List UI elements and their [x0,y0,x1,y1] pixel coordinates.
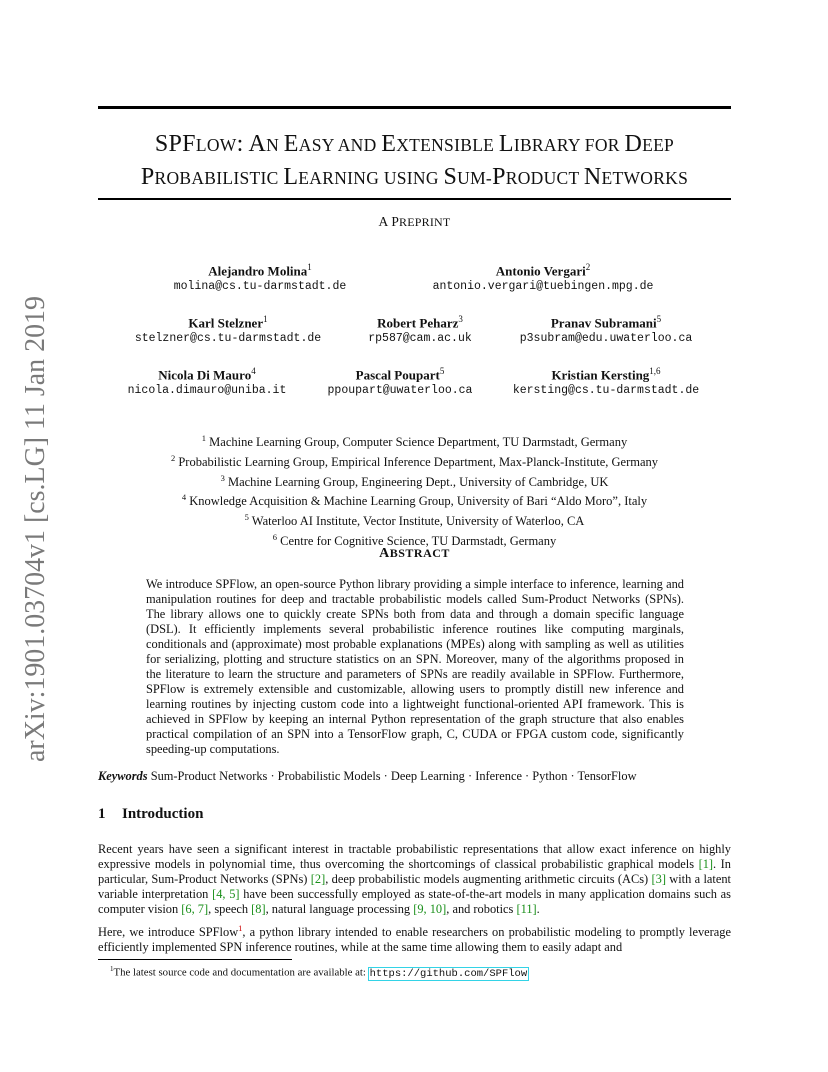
author-email[interactable]: molina@cs.tu-darmstadt.de [173,280,347,294]
abstract-heading: ABSTRACT [379,546,450,561]
author-name: Pascal Poupart$^5$ [355,366,445,383]
title-top-rule [98,106,731,109]
citation-link[interactable]: [6, 7] [181,902,209,916]
affiliation: $^3$ Machine Learning Group, Engineering Dept., University of Cambridge, UK [220,472,609,489]
affiliation: $^1$ Machine Learning Group, Computer Science Department, TU Darmstadt, Germany [201,433,628,450]
affiliation: $^5$ Waterloo AI Institute, Vector Institute, University of Waterloo, CA [244,512,585,529]
author-name: Nicola Di Mauro$^4$ [158,366,256,383]
footnote-marker-link[interactable]: 1 [238,923,243,933]
author-name: Robert Peharz$^3$ [377,314,463,331]
title-line-1: SPFLOW: AN EASY AND EXTENSIBLE LIBRARY FOR DEEP [154,131,675,157]
citation-link[interactable]: [3] [651,872,666,886]
section-title: Introduction [122,806,204,822]
author-email[interactable]: stelzner@cs.tu-darmstadt.de [134,332,322,346]
author-name: Antonio Vergari$^2$ [495,262,591,279]
footnote-url-link[interactable]: https://github.com/SPFlow [369,967,528,980]
author-block [130,259,390,295]
affiliation: $^6$ Centre for Cognitive Science, TU Darmstadt, Germany [272,531,557,548]
citation-link[interactable]: [11] [516,902,537,916]
section-number: 1 [98,806,106,822]
author-email[interactable]: ppoupart@uwaterloo.ca [327,384,473,398]
author-name: Kristian Kersting$^{1,6}$ [551,366,661,383]
title-line-2: PROBABILISTIC LEARNING USING SUM-PRODUCT NETWORKS [140,164,689,190]
citation-link[interactable]: [1] [698,857,714,871]
author-name: Karl Stelzner$^1$ [188,314,268,331]
section-heading [98,806,203,823]
intro-paragraph-1: Recent years have seen a significant interest in tractable probabilistic representations that allow exact inference on highly expressive models in polynomial time, thus overcoming the shortcomings of classical probabilistic graphical models [1]. In particular, Sum-Product Networks (SPNs) [2], deep probabilistic models augmenting arithmetic circuits (ACs) [3] with a latent variable interpretation [4, 5] have been successfully employed as state-of-the-art models in many application domains such as computer vision [6, 7], speech [8], natural language processing [9, 10], and robotics [11]. [98,842,732,916]
citation-link[interactable]: [2] [310,872,326,886]
abstract-body: We introduce SPFlow, an open-source Python library providing a simple interface to inference, learning and manipulation routines for deep and tractable probabilistic models called Sum-Product Networks (SPNs). The library allows one to quickly create SPNs both from data and through a domain specific language (DSL). It efficiently implements several probabilistic inference routines like computing marginals, conditionals and (approximate) most probable explanations (MPEs) along with sampling as well as utilities for serializing, plotting and structure statistics on an SPN. Moreover, many of the algorithms proposed in the literature to learn the structure and parameters of SPNs are readily available in SPFlow. Furthermore, SPFlow is extremely extensible and customizable, allowing users to promptly distill new inference and learning routines by injecting custom code into a lightweight functional-oriented API framework. This is achieved in SPFlow by keeping an internal Python representation of the graph structure that also enables practical compilation of an SPN into a TensorFlow graph, C, CUDA or FPGA custom code, significantly speeding-up computations. [146,577,684,756]
author-email[interactable]: kersting@cs.tu-darmstadt.de [512,384,700,398]
intro-paragraph-2: Here, we introduce SPFlow$^1$, a python library intended to enable researchers on probabilistic modeling to promptly leverage efficiently implemented SPN inference routines, while at the same time allowing them to easily adapt and [98,923,732,955]
affiliations [98,431,731,550]
author-name: Pranav Subramani$^5$ [550,314,662,331]
preprint-label: A PREPRINT [378,214,451,229]
citation-link[interactable]: [8] [251,902,266,916]
footnote: $^1$The latest source code and documentation are available at: https://github.com/SPFlow [110,965,528,980]
author-email[interactable]: p3subram@edu.uwaterloo.ca [519,332,693,346]
author-block [476,311,736,347]
affiliation: $^2$ Probabilistic Learning Group, Empirical Inference Department, Max-Planck-Institute, Germany [170,452,659,469]
author-email[interactable]: nicola.dimauro@uniba.it [127,384,287,398]
arxiv-stamp [4,292,64,762]
paper-title [98,128,731,194]
citation-link[interactable]: [4, 5] [212,887,240,901]
author-email[interactable]: rp587@cam.ac.uk [368,332,472,346]
author-email[interactable]: antonio.vergari@tuebingen.mpg.de [432,280,654,294]
author-block [476,363,736,399]
title-bottom-rule [98,198,731,200]
keywords-text: Sum-Product Networks · Probabilistic Models · Deep Learning · Inference · Python · TensorFlow [150,769,637,783]
author-name: Alejandro Molina$^1$ [208,262,312,279]
footnote-rule [98,959,292,960]
keywords [98,769,731,784]
author-block [413,259,673,295]
arxiv-stamp-text: arXiv:1901.03704v1 [cs.LG] 11 Jan 2019 [20,294,51,762]
citation-link[interactable]: [9, 10] [413,902,447,916]
keywords-label: Keywords [98,769,148,783]
affiliation: $^4$ Knowledge Acquisition & Machine Learning Group, University of Bari “Aldo Moro”, Italy [181,492,648,509]
